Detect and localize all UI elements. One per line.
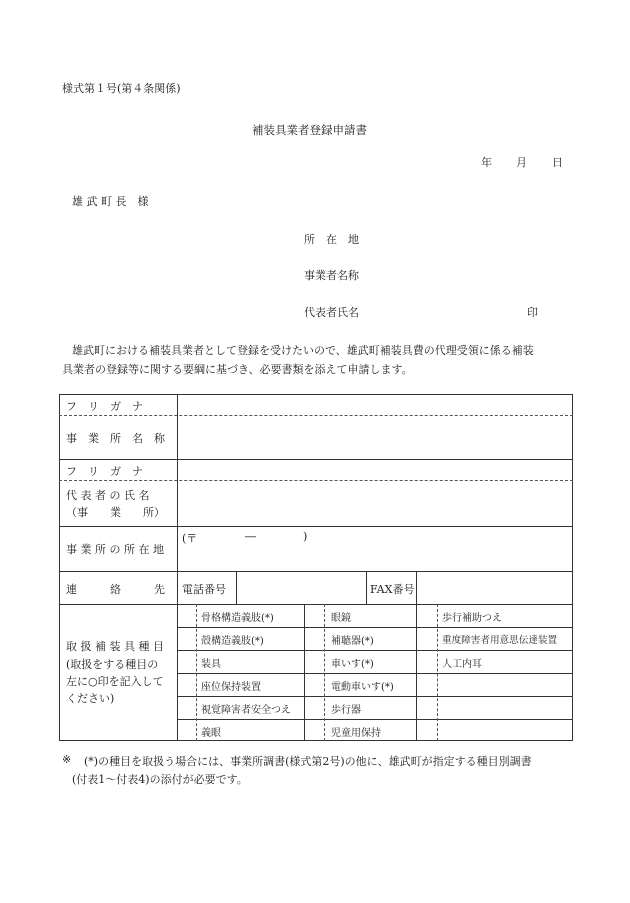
device-row-divider bbox=[177, 650, 573, 651]
checkbox-col-divider bbox=[324, 604, 325, 741]
device-row-divider bbox=[177, 673, 573, 674]
device-col-divider bbox=[416, 604, 417, 741]
row-divider bbox=[59, 415, 573, 416]
furigana-label: フ リ ガ ナ bbox=[66, 465, 143, 478]
postal-close: ) bbox=[303, 530, 308, 543]
row-divider bbox=[59, 571, 573, 572]
device-types-note: (取扱をする種目の bbox=[66, 658, 159, 671]
addressee: 雄 武 町 長 様 bbox=[72, 195, 149, 208]
fax-value-divider bbox=[416, 571, 417, 604]
device-types-note: 左に○印を記入して bbox=[66, 675, 164, 688]
form-number: 様式第１号(第４条関係) bbox=[62, 82, 181, 95]
row-divider bbox=[59, 604, 573, 605]
date-month: 月 bbox=[516, 156, 527, 169]
device-item: 人工内耳 bbox=[442, 659, 482, 670]
note-mark: ※ bbox=[62, 753, 72, 766]
device-row-divider bbox=[177, 627, 573, 628]
note-line-1: (*)の種目を取扱う場合には、事業所調書(様式第2号)の他に、雄武町が指定する種目別調書 bbox=[84, 755, 532, 768]
device-types-label: 取 扱 補 装 具 種 目 bbox=[66, 640, 164, 653]
device-item: 電動車いす(*) bbox=[331, 682, 394, 693]
label-column-divider bbox=[177, 394, 178, 741]
applicant-location-label: 所 在 地 bbox=[304, 233, 359, 246]
device-item: 歩行補助つえ bbox=[442, 613, 502, 624]
device-types-note: ください) bbox=[66, 692, 115, 705]
date-year: 年 bbox=[481, 156, 492, 169]
note-line-2: (付表1～付表4)の添付が必要です。 bbox=[72, 773, 248, 786]
device-row-divider bbox=[177, 719, 573, 720]
body-line-1: 雄武町における補装具業者として登録を受けたいので、雄武町補装具費の代理受領に係る補装 bbox=[72, 344, 534, 357]
date-day: 日 bbox=[552, 156, 563, 169]
device-item: 眼鏡 bbox=[331, 613, 351, 624]
contact-label: 連 絡 先 bbox=[66, 583, 165, 596]
device-row-divider bbox=[177, 696, 573, 697]
office-address-label: 事 業 所 の 所 在 地 bbox=[66, 543, 164, 556]
row-divider bbox=[59, 480, 573, 481]
applicant-representative-label: 代表者氏名 bbox=[304, 306, 359, 319]
office-name-label: 事 業 所 名 称 bbox=[66, 432, 165, 445]
device-item: 装具 bbox=[201, 659, 221, 670]
applicant-business-name-label: 事業者名称 bbox=[304, 269, 359, 282]
fax-divider bbox=[366, 571, 367, 604]
postal-dash: ― bbox=[245, 530, 256, 543]
furigana-label: フ リ ガ ナ bbox=[66, 400, 143, 413]
row-divider bbox=[59, 526, 573, 527]
device-item: 重度障害者用意思伝達装置 bbox=[442, 635, 558, 646]
body-line-2: 具業者の登録等に関する要綱に基づき、必要書類を添えて申請します。 bbox=[62, 363, 413, 376]
device-item: 児童用保持 bbox=[331, 728, 381, 739]
fax-label: FAX番号 bbox=[370, 583, 415, 596]
device-item: 座位保持装置 bbox=[201, 682, 261, 693]
device-item: 視覚障害者安全つえ bbox=[201, 705, 291, 716]
representative-sub-label: （事 業 所） bbox=[66, 506, 165, 519]
document-title: 補装具業者登録申請書 bbox=[252, 123, 367, 137]
device-item: 殻構造義肢(*) bbox=[201, 636, 264, 647]
phone-divider bbox=[236, 571, 237, 604]
device-item: 車いす(*) bbox=[331, 659, 374, 670]
postal-open: (〒 bbox=[182, 532, 198, 545]
device-item: 補聴器(*) bbox=[331, 636, 374, 647]
row-divider bbox=[59, 459, 573, 460]
seal-mark: 印 bbox=[527, 306, 538, 319]
phone-label: 電話番号 bbox=[182, 583, 226, 596]
device-col-divider bbox=[304, 604, 305, 741]
checkbox-col-divider bbox=[437, 604, 438, 741]
device-item: 歩行器 bbox=[331, 705, 361, 716]
device-item: 骨格構造義肢(*) bbox=[201, 613, 274, 624]
device-item: 義眼 bbox=[201, 728, 221, 739]
checkbox-col-divider bbox=[196, 604, 197, 741]
representative-name-label: 代 表 者 の 氏 名 bbox=[66, 489, 150, 502]
